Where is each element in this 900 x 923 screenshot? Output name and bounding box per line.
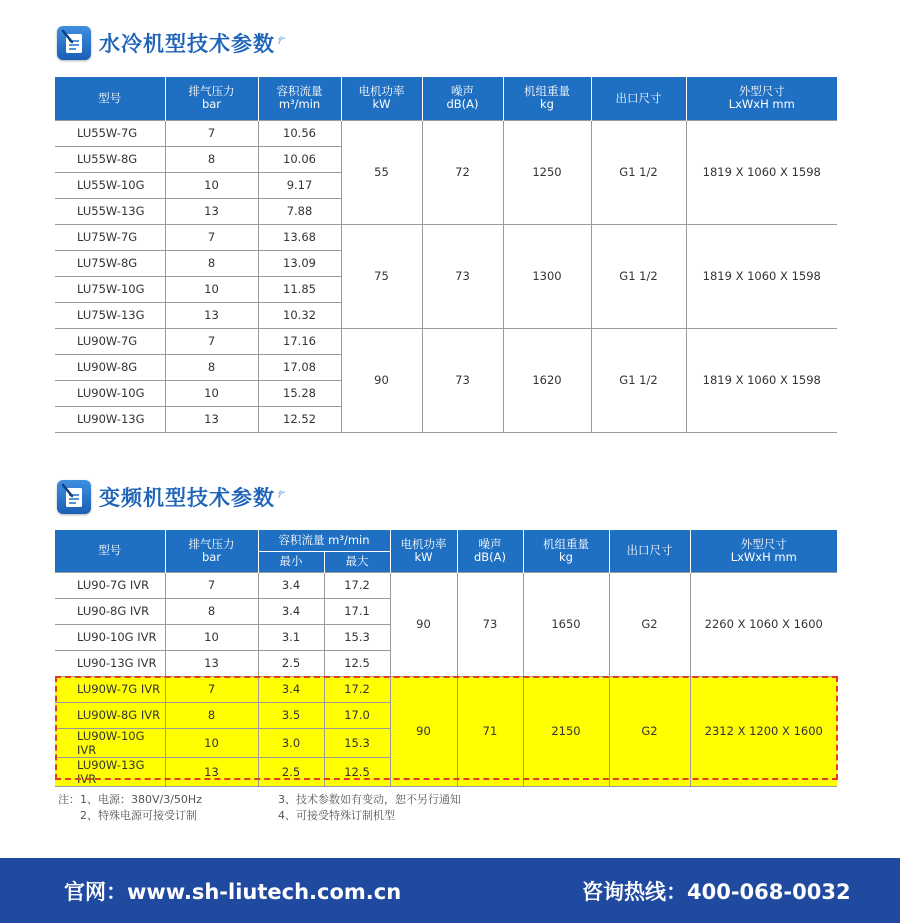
weight-cell: 1250 <box>503 120 591 224</box>
col-header-flow-min: 最小 <box>258 551 324 572</box>
outlet-cell: G1 1/2 <box>591 120 686 224</box>
section-heading-water-cooled <box>57 26 291 60</box>
col-header-power: 电机功率 kW <box>390 530 457 572</box>
dims-cell: 1819 X 1060 X 1598 <box>686 120 837 224</box>
power-cell: 90 <box>390 572 457 676</box>
noise-cell: 72 <box>422 120 503 224</box>
pressure-cell: 13 <box>165 757 258 786</box>
col-header-outlet: 出口尺寸 <box>609 530 690 572</box>
model-cell: LU90W-8G <box>55 354 165 380</box>
flow-min-cell: 3.5 <box>258 702 324 728</box>
dims-cell: 1819 X 1060 X 1598 <box>686 328 837 432</box>
flow-cell: 15.28 <box>258 380 341 406</box>
outlet-cell: G1 1/2 <box>591 224 686 328</box>
pressure-cell: 10 <box>165 624 258 650</box>
table-row <box>55 224 837 250</box>
col-header-noise: 噪声 dB(A) <box>422 77 503 120</box>
flow-cell: 10.32 <box>258 302 341 328</box>
model-cell: LU90-8G IVR <box>55 598 165 624</box>
table-header-row <box>55 77 837 120</box>
flow-cell: 17.16 <box>258 328 341 354</box>
flow-min-cell: 2.5 <box>258 650 324 676</box>
flow-min-cell: 3.4 <box>258 572 324 598</box>
model-cell: LU90-10G IVR <box>55 624 165 650</box>
flow-min-cell: 2.5 <box>258 757 324 786</box>
note-1: 注：1、电源：380V/3/50Hz <box>58 793 202 806</box>
noise-cell: 73 <box>422 328 503 432</box>
table-header-row <box>55 530 837 551</box>
power-cell: 55 <box>341 120 422 224</box>
table-row <box>55 676 837 702</box>
flow-max-cell: 17.2 <box>324 572 390 598</box>
notes-left <box>58 792 202 824</box>
pressure-cell: 10 <box>165 276 258 302</box>
pressure-cell: 8 <box>165 250 258 276</box>
pressure-cell: 7 <box>165 676 258 702</box>
pressure-cell: 13 <box>165 650 258 676</box>
model-cell: LU90W-7G IVR <box>55 676 165 702</box>
col-header-flow-max: 最大 <box>324 551 390 572</box>
dims-cell: 2260 X 1060 X 1600 <box>690 572 837 676</box>
weight-cell: 2150 <box>523 676 609 786</box>
model-cell: LU75W-7G <box>55 224 165 250</box>
weight-cell: 1300 <box>503 224 591 328</box>
pressure-cell: 8 <box>165 354 258 380</box>
flow-max-cell: 15.3 <box>324 728 390 757</box>
col-header-pressure: 排气压力 bar <box>165 77 258 120</box>
flow-max-cell: 12.5 <box>324 650 390 676</box>
section-title: 变频机型技术参数 <box>99 486 275 510</box>
model-cell: LU90-7G IVR <box>55 572 165 598</box>
flow-cell: 12.52 <box>258 406 341 432</box>
model-cell: LU55W-13G <box>55 198 165 224</box>
col-header-dims: 外型尺寸 LxWxH mm <box>686 77 837 120</box>
model-cell: LU90W-8G IVR <box>55 702 165 728</box>
wave-signal-icon <box>277 32 291 46</box>
flow-cell: 17.08 <box>258 354 341 380</box>
note-2: 2、特殊电源可接受订制 <box>80 809 197 822</box>
pressure-cell: 13 <box>165 406 258 432</box>
model-cell: LU90W-7G <box>55 328 165 354</box>
model-cell: LU75W-8G <box>55 250 165 276</box>
model-cell: LU90-13G IVR <box>55 650 165 676</box>
flow-min-cell: 3.0 <box>258 728 324 757</box>
noise-cell: 73 <box>422 224 503 328</box>
section-heading-variable-frequency <box>57 480 291 514</box>
col-header-flow: 容积流量 m³/min <box>258 530 390 551</box>
variable-frequency-spec-table <box>55 530 837 787</box>
pressure-cell: 10 <box>165 172 258 198</box>
weight-cell: 1650 <box>523 572 609 676</box>
flow-min-cell: 3.4 <box>258 598 324 624</box>
flow-cell: 9.17 <box>258 172 341 198</box>
power-cell: 75 <box>341 224 422 328</box>
col-header-outlet: 出口尺寸 <box>591 77 686 120</box>
model-cell: LU90W-10G <box>55 380 165 406</box>
pressure-cell: 13 <box>165 302 258 328</box>
flow-cell: 7.88 <box>258 198 341 224</box>
dims-cell: 1819 X 1060 X 1598 <box>686 224 837 328</box>
pressure-cell: 8 <box>165 702 258 728</box>
model-cell: LU55W-7G <box>55 120 165 146</box>
section-title: 水冷机型技术参数 <box>99 32 275 56</box>
col-header-flow: 容积流量 m³/min <box>258 77 341 120</box>
flow-max-cell: 17.0 <box>324 702 390 728</box>
outlet-cell: G1 1/2 <box>591 328 686 432</box>
outlet-cell: G2 <box>609 676 690 786</box>
flow-max-cell: 17.2 <box>324 676 390 702</box>
pressure-cell: 8 <box>165 146 258 172</box>
pressure-cell: 10 <box>165 728 258 757</box>
model-cell: LU75W-13G <box>55 302 165 328</box>
pressure-cell: 8 <box>165 598 258 624</box>
model-cell: LU55W-10G <box>55 172 165 198</box>
noise-cell: 73 <box>457 572 523 676</box>
col-header-noise: 噪声 dB(A) <box>457 530 523 572</box>
col-header-power: 电机功率 kW <box>341 77 422 120</box>
notes-right <box>278 792 461 824</box>
flow-max-cell: 15.3 <box>324 624 390 650</box>
col-header-dims: 外型尺寸 LxWxH mm <box>690 530 837 572</box>
flow-max-cell: 17.1 <box>324 598 390 624</box>
col-header-weight: 机组重量 kg <box>503 77 591 120</box>
note-3: 3、技术参数如有变动，恕不另行通知 <box>278 793 461 806</box>
col-header-model: 型号 <box>55 530 165 572</box>
table-row <box>55 328 837 354</box>
table-row <box>55 120 837 146</box>
pressure-cell: 7 <box>165 572 258 598</box>
power-cell: 90 <box>341 328 422 432</box>
wave-signal-icon <box>277 486 291 500</box>
flow-cell: 13.09 <box>258 250 341 276</box>
dims-cell: 2312 X 1200 X 1600 <box>690 676 837 786</box>
table-row <box>55 572 837 598</box>
model-cell: LU90W-10G IVR <box>55 728 165 757</box>
noise-cell: 71 <box>457 676 523 786</box>
flow-cell: 11.85 <box>258 276 341 302</box>
power-cell: 90 <box>390 676 457 786</box>
pressure-cell: 7 <box>165 224 258 250</box>
model-cell: LU90W-13G IVR <box>55 757 165 786</box>
water-cooled-spec-table <box>55 77 837 433</box>
note-4: 4、可接受特殊订制机型 <box>278 809 395 822</box>
col-header-weight: 机组重量 kg <box>523 530 609 572</box>
pressure-cell: 7 <box>165 328 258 354</box>
col-header-model: 型号 <box>55 77 165 120</box>
document-pen-icon <box>57 26 91 60</box>
flow-cell: 10.06 <box>258 146 341 172</box>
model-cell: LU90W-13G <box>55 406 165 432</box>
footer-hotline: 咨询热线：400-068-0032 <box>582 880 851 904</box>
flow-min-cell: 3.1 <box>258 624 324 650</box>
footer-bar <box>0 858 900 923</box>
flow-max-cell: 12.5 <box>324 757 390 786</box>
model-cell: LU55W-8G <box>55 146 165 172</box>
pressure-cell: 7 <box>165 120 258 146</box>
pressure-cell: 10 <box>165 380 258 406</box>
document-pen-icon <box>57 480 91 514</box>
pressure-cell: 13 <box>165 198 258 224</box>
flow-min-cell: 3.4 <box>258 676 324 702</box>
col-header-pressure: 排气压力 bar <box>165 530 258 572</box>
weight-cell: 1620 <box>503 328 591 432</box>
model-cell: LU75W-10G <box>55 276 165 302</box>
footer-website: 官网：www.sh-liutech.com.cn <box>64 880 402 904</box>
outlet-cell: G2 <box>609 572 690 676</box>
flow-cell: 10.56 <box>258 120 341 146</box>
flow-cell: 13.68 <box>258 224 341 250</box>
